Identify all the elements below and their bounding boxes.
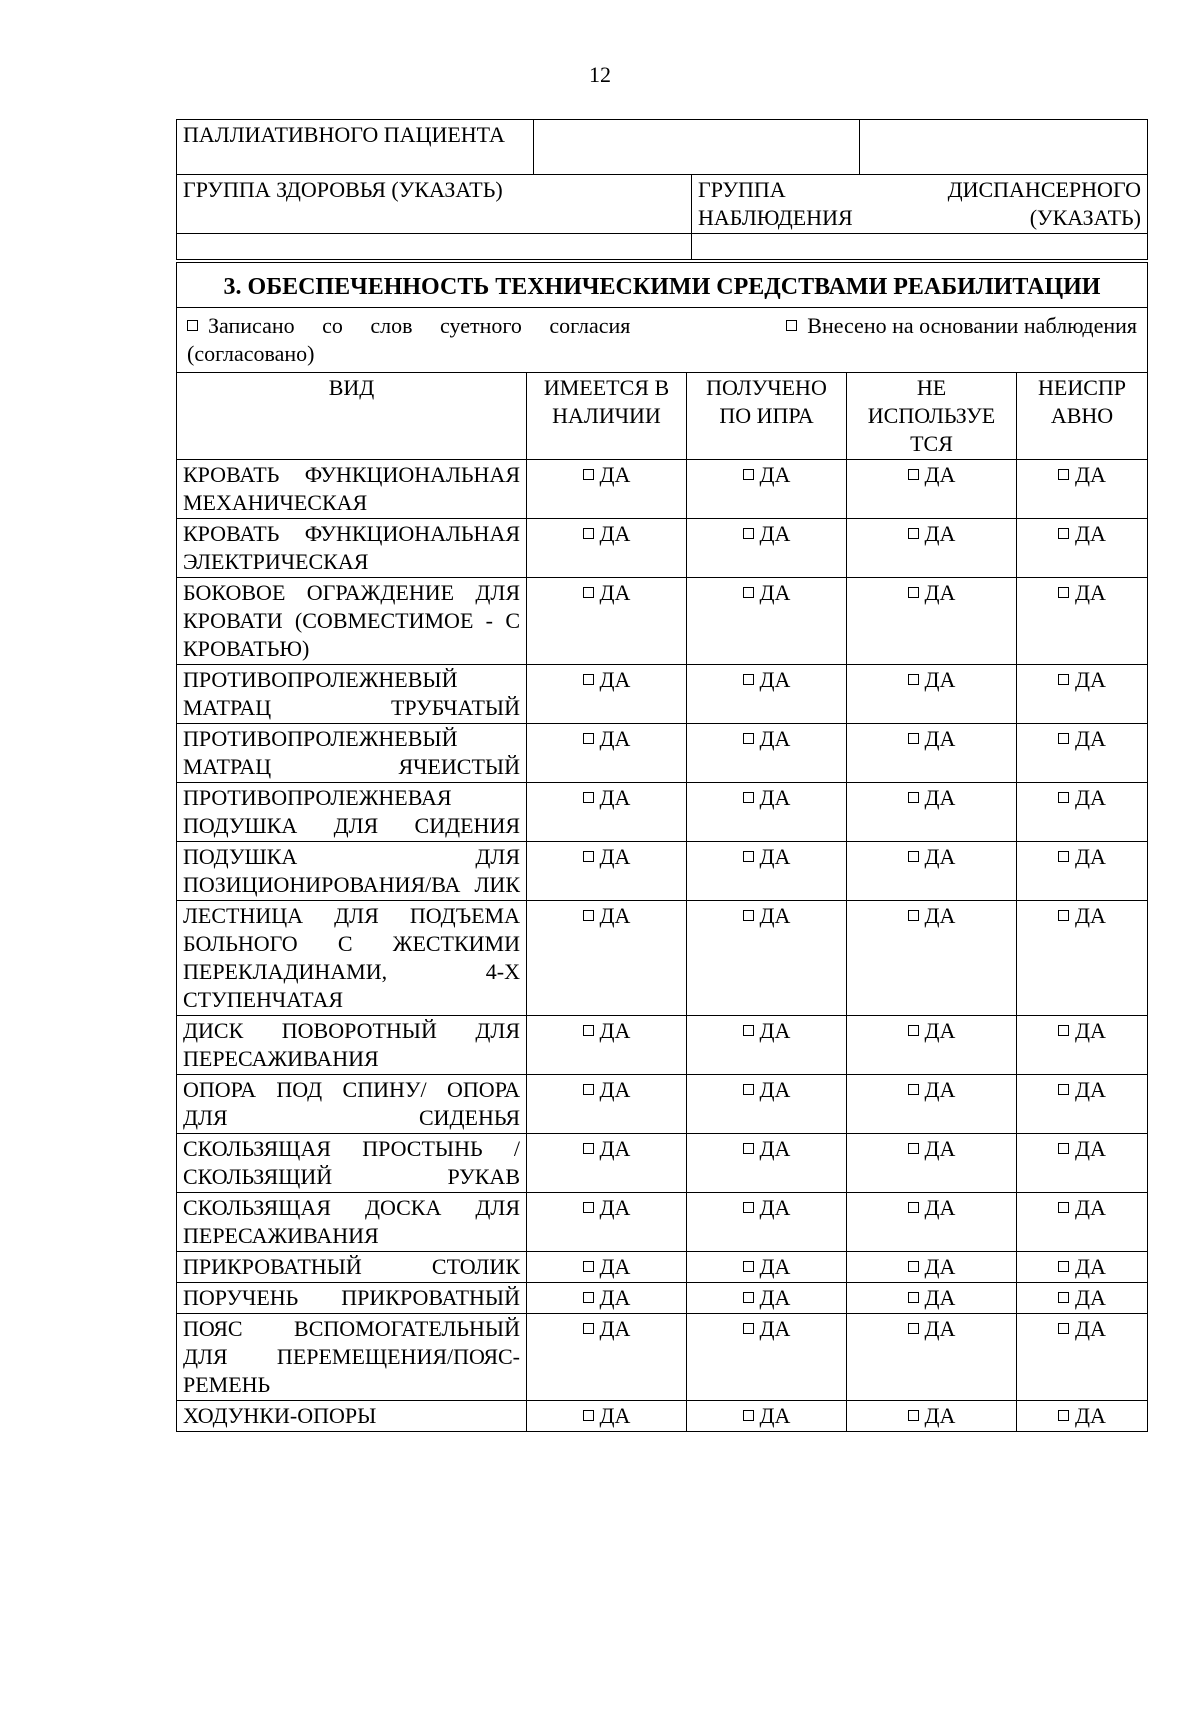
item-name: ПОРУЧЕНЬ ПРИКРОВАТНЫЙ xyxy=(177,1283,527,1314)
yes-option[interactable] xyxy=(527,901,687,1016)
yes-label: ДА xyxy=(599,1254,631,1279)
yes-label: ДА xyxy=(599,785,631,810)
yes-option[interactable] xyxy=(847,1075,1017,1134)
yes-option[interactable] xyxy=(687,1193,847,1252)
yes-option[interactable] xyxy=(527,1016,687,1075)
yes-option[interactable] xyxy=(527,842,687,901)
yes-label: ДА xyxy=(759,1195,791,1220)
checkbox-icon[interactable] xyxy=(786,320,797,331)
table-row xyxy=(177,578,1148,665)
checkbox-icon[interactable] xyxy=(583,1143,594,1154)
table-header xyxy=(177,373,1148,460)
yes-option[interactable] xyxy=(527,1283,687,1314)
checkbox-icon[interactable] xyxy=(908,1323,919,1334)
item-name: ПОЯС ВСПОМОГАТЕЛЬНЫЙ ДЛЯ ПЕРЕМЕЩЕНИЯ/ПОЯС-РЕМЕНЬ xyxy=(177,1314,527,1401)
checkbox-icon[interactable] xyxy=(908,1143,919,1154)
yes-label: ДА xyxy=(759,1077,791,1102)
checkbox-icon[interactable] xyxy=(1058,792,1069,803)
yes-option[interactable] xyxy=(1017,665,1148,724)
yes-option[interactable] xyxy=(527,1075,687,1134)
table-row xyxy=(177,460,1148,519)
yes-label: ДА xyxy=(1075,726,1106,751)
checkbox-icon[interactable] xyxy=(187,320,198,331)
column-header: ВИД xyxy=(177,373,527,460)
column-header: ИМЕЕТСЯ В НАЛИЧИИ xyxy=(527,373,687,460)
yes-option[interactable] xyxy=(1017,1193,1148,1252)
table-row xyxy=(177,665,1148,724)
table-row xyxy=(177,842,1148,901)
checkbox-icon[interactable] xyxy=(908,587,919,598)
yes-label: ДА xyxy=(1075,462,1106,487)
checkbox-icon[interactable] xyxy=(583,1261,594,1272)
yes-option[interactable] xyxy=(847,1283,1017,1314)
table-row xyxy=(177,1283,1148,1314)
checkbox-icon[interactable] xyxy=(908,1292,919,1303)
yes-option[interactable] xyxy=(1017,1134,1148,1193)
yes-label: ДА xyxy=(759,521,791,546)
yes-option[interactable] xyxy=(1017,1252,1148,1283)
yes-option[interactable] xyxy=(687,1016,847,1075)
checkbox-icon[interactable] xyxy=(743,1323,754,1334)
checkbox-icon[interactable] xyxy=(908,674,919,685)
yes-option[interactable] xyxy=(527,1314,687,1401)
yes-option[interactable] xyxy=(847,783,1017,842)
yes-label: ДА xyxy=(599,667,631,692)
checkbox-icon[interactable] xyxy=(1058,1292,1069,1303)
yes-option[interactable] xyxy=(687,1283,847,1314)
checkbox-icon[interactable] xyxy=(583,1292,594,1303)
item-name: СКОЛЬЗЯЩАЯ ДОСКА ДЛЯ ПЕРЕСАЖИВАНИЯ xyxy=(177,1193,527,1252)
rehab-means-table xyxy=(176,262,1148,1432)
yes-label: ДА xyxy=(1075,1077,1106,1102)
checkbox-icon[interactable] xyxy=(1058,1025,1069,1036)
yes-option[interactable] xyxy=(1017,578,1148,665)
yes-label: ДА xyxy=(924,1316,956,1341)
yes-option[interactable] xyxy=(847,901,1017,1016)
yes-label: ДА xyxy=(759,726,791,751)
checkbox-icon[interactable] xyxy=(743,1261,754,1272)
yes-label: ДА xyxy=(1075,1254,1106,1279)
checkbox-icon[interactable] xyxy=(908,733,919,744)
checkbox-icon[interactable] xyxy=(1058,1323,1069,1334)
yes-label: ДА xyxy=(1075,903,1106,928)
yes-label: ДА xyxy=(599,580,631,605)
yes-option[interactable] xyxy=(847,1314,1017,1401)
checkbox-icon[interactable] xyxy=(908,1202,919,1213)
yes-option[interactable] xyxy=(1017,1314,1148,1401)
checkbox-icon[interactable] xyxy=(1058,1410,1069,1421)
checkbox-icon[interactable] xyxy=(1058,1084,1069,1095)
yes-option[interactable] xyxy=(687,460,847,519)
checkbox-icon[interactable] xyxy=(1058,1261,1069,1272)
checkbox-icon[interactable] xyxy=(583,851,594,862)
yes-label: ДА xyxy=(924,785,956,810)
checkbox-icon[interactable] xyxy=(908,1025,919,1036)
yes-option[interactable] xyxy=(847,578,1017,665)
checkbox-icon[interactable] xyxy=(743,587,754,598)
yes-label: ДА xyxy=(924,462,956,487)
yes-label: ДА xyxy=(1075,1136,1106,1161)
yes-option[interactable] xyxy=(1017,724,1148,783)
yes-label: ДА xyxy=(759,1254,791,1279)
yes-label: ДА xyxy=(599,1018,631,1043)
column-header: ПОЛУЧЕНО ПО ИПРА xyxy=(687,373,847,460)
yes-label: ДА xyxy=(599,726,631,751)
yes-option[interactable] xyxy=(687,578,847,665)
yes-label: ДА xyxy=(924,1254,956,1279)
yes-label: ДА xyxy=(759,667,791,692)
yes-label: ДА xyxy=(924,1136,956,1161)
yes-label: ДА xyxy=(924,1285,956,1310)
table-row xyxy=(177,1016,1148,1075)
checkbox-icon[interactable] xyxy=(1058,674,1069,685)
section-title: 3. ОБЕСПЕЧЕННОСТЬ ТЕХНИЧЕСКИМИ СРЕДСТВАМИ РЕАБИЛИТАЦИИ xyxy=(177,263,1148,308)
item-name: СКОЛЬЗЯЩАЯ ПРОСТЫНЬ /СКОЛЬЗЯЩИЙ РУКАВ xyxy=(177,1134,527,1193)
yes-label: ДА xyxy=(759,844,791,869)
yes-option[interactable] xyxy=(847,460,1017,519)
yes-option[interactable] xyxy=(527,578,687,665)
column-header: НЕИСПР АВНО xyxy=(1017,373,1148,460)
checkbox-icon[interactable] xyxy=(908,1410,919,1421)
checkbox-icon[interactable] xyxy=(1058,733,1069,744)
column-header: НЕ ИСПОЛЬЗУЕ ТСЯ xyxy=(847,373,1017,460)
yes-option[interactable] xyxy=(527,783,687,842)
palliative-value-cell[interactable] xyxy=(534,120,860,175)
yes-label: ДА xyxy=(924,667,956,692)
yes-option[interactable] xyxy=(527,1134,687,1193)
yes-label: ДА xyxy=(759,580,791,605)
item-name: ПРОТИВОПРОЛЕЖНЕВЫЙ МАТРАЦ ТРУБЧАТЫЙ xyxy=(177,665,527,724)
yes-label: ДА xyxy=(599,1403,631,1428)
checkbox-icon[interactable] xyxy=(583,1410,594,1421)
checkbox-icon[interactable] xyxy=(583,910,594,921)
yes-label: ДА xyxy=(1075,1403,1106,1428)
yes-option[interactable] xyxy=(687,1134,847,1193)
checkbox-icon[interactable] xyxy=(908,1261,919,1272)
table-row xyxy=(177,1252,1148,1283)
checkbox-icon[interactable] xyxy=(583,587,594,598)
yes-option[interactable] xyxy=(847,1016,1017,1075)
yes-option[interactable] xyxy=(687,1401,847,1432)
option-verbal-consent[interactable] xyxy=(187,312,630,340)
yes-option[interactable] xyxy=(847,1193,1017,1252)
checkbox-icon[interactable] xyxy=(908,1084,919,1095)
checkbox-icon[interactable] xyxy=(583,469,594,480)
checkbox-icon[interactable] xyxy=(1058,1202,1069,1213)
yes-option[interactable] xyxy=(1017,1283,1148,1314)
yes-label: ДА xyxy=(599,844,631,869)
yes-label: ДА xyxy=(599,1285,631,1310)
yes-option[interactable] xyxy=(847,1252,1017,1283)
health-group-value-cell[interactable] xyxy=(177,234,692,260)
checkbox-icon[interactable] xyxy=(908,792,919,803)
yes-option[interactable] xyxy=(847,842,1017,901)
yes-label: ДА xyxy=(1075,844,1106,869)
checkbox-icon[interactable] xyxy=(908,469,919,480)
option-observation-label: Внесено на основании наблюдения xyxy=(807,313,1138,338)
table-row xyxy=(177,783,1148,842)
checkbox-icon[interactable] xyxy=(583,733,594,744)
checkbox-icon[interactable] xyxy=(743,1202,754,1213)
yes-option[interactable] xyxy=(1017,783,1148,842)
yes-option[interactable] xyxy=(847,1134,1017,1193)
yes-label: ДА xyxy=(759,462,791,487)
item-name: БОКОВОЕ ОГРАЖДЕНИЕ ДЛЯ КРОВАТИ (СОВМЕСТИМОЕ - С КРОВАТЬЮ) xyxy=(177,578,527,665)
yes-label: ДА xyxy=(924,521,956,546)
yes-option[interactable] xyxy=(687,842,847,901)
yes-label: ДА xyxy=(924,1018,956,1043)
checkbox-icon[interactable] xyxy=(743,1143,754,1154)
yes-label: ДА xyxy=(599,903,631,928)
checkbox-icon[interactable] xyxy=(743,528,754,539)
yes-label: ДА xyxy=(1075,1316,1106,1341)
table-row xyxy=(177,1193,1148,1252)
item-name: ПОДУШКА ДЛЯ ПОЗИЦИОНИРОВАНИЯ/ВА ЛИК xyxy=(177,842,527,901)
yes-option[interactable] xyxy=(1017,1016,1148,1075)
yes-option[interactable] xyxy=(687,519,847,578)
yes-label: ДА xyxy=(759,903,791,928)
yes-label: ДА xyxy=(924,726,956,751)
checkbox-icon[interactable] xyxy=(583,1323,594,1334)
yes-option[interactable] xyxy=(687,1314,847,1401)
option-observation[interactable] xyxy=(786,312,1137,340)
item-name: ДИСК ПОВОРОТНЫЙ ДЛЯ ПЕРЕСАЖИВАНИЯ xyxy=(177,1016,527,1075)
checkbox-icon[interactable] xyxy=(1058,528,1069,539)
item-name: ОПОРА ПОД СПИНУ/ ОПОРА ДЛЯ СИДЕНЬЯ xyxy=(177,1075,527,1134)
palliative-extra-cell[interactable] xyxy=(860,120,1148,175)
yes-label: ДА xyxy=(599,521,631,546)
yes-option[interactable] xyxy=(847,519,1017,578)
yes-option[interactable] xyxy=(1017,519,1148,578)
item-name: КРОВАТЬ ФУНКЦИОНАЛЬНАЯ ЭЛЕКТРИЧЕСКАЯ xyxy=(177,519,527,578)
yes-option[interactable] xyxy=(527,665,687,724)
yes-label: ДА xyxy=(599,1077,631,1102)
yes-label: ДА xyxy=(599,1195,631,1220)
palliative-label: ПАЛЛИАТИВНОГО ПАЦИЕНТА xyxy=(177,120,534,175)
yes-option[interactable] xyxy=(527,1193,687,1252)
yes-label: ДА xyxy=(1075,521,1106,546)
checkbox-icon[interactable] xyxy=(1058,851,1069,862)
yes-label: ДА xyxy=(599,1136,631,1161)
yes-option[interactable] xyxy=(527,1401,687,1432)
checkbox-icon[interactable] xyxy=(583,792,594,803)
yes-label: ДА xyxy=(759,1136,791,1161)
yes-label: ДА xyxy=(924,844,956,869)
table-row xyxy=(177,1134,1148,1193)
yes-option[interactable] xyxy=(847,724,1017,783)
item-name: ХОДУНКИ-ОПОРЫ xyxy=(177,1401,527,1432)
yes-label: ДА xyxy=(759,785,791,810)
yes-label: ДА xyxy=(924,580,956,605)
checkbox-icon[interactable] xyxy=(743,469,754,480)
checkbox-icon[interactable] xyxy=(1058,587,1069,598)
checkbox-icon[interactable] xyxy=(743,674,754,685)
yes-option[interactable] xyxy=(1017,1075,1148,1134)
yes-option[interactable] xyxy=(687,1075,847,1134)
checkbox-icon[interactable] xyxy=(743,1292,754,1303)
checkbox-icon[interactable] xyxy=(1058,1143,1069,1154)
checkbox-icon[interactable] xyxy=(583,674,594,685)
yes-label: ДА xyxy=(924,1077,956,1102)
yes-option[interactable] xyxy=(687,665,847,724)
checkbox-icon[interactable] xyxy=(908,910,919,921)
yes-option[interactable] xyxy=(527,519,687,578)
checkbox-icon[interactable] xyxy=(743,733,754,744)
checkbox-icon[interactable] xyxy=(583,1025,594,1036)
yes-label: ДА xyxy=(1075,785,1106,810)
table-row xyxy=(177,1314,1148,1401)
page-number: 12 xyxy=(589,62,611,87)
yes-option[interactable] xyxy=(687,724,847,783)
yes-label: ДА xyxy=(1075,1285,1106,1310)
health-group-label: ГРУППА ЗДОРОВЬЯ (УКАЗАТЬ) xyxy=(177,175,692,234)
yes-label: ДА xyxy=(924,1195,956,1220)
checkbox-icon[interactable] xyxy=(743,792,754,803)
yes-option[interactable] xyxy=(1017,460,1148,519)
checkbox-icon[interactable] xyxy=(743,1084,754,1095)
option-verbal-consent-label: Записано со слов суетного согласия xyxy=(208,313,631,338)
checkbox-icon[interactable] xyxy=(1058,910,1069,921)
yes-label: ДА xyxy=(1075,1195,1106,1220)
yes-label: ДА xyxy=(599,1316,631,1341)
item-name: ПРОТИВОПРОЛЕЖНЕВЫЙ МАТРАЦ ЯЧЕИСТЫЙ xyxy=(177,724,527,783)
yes-option[interactable] xyxy=(687,783,847,842)
item-name: ПРОТИВОПРОЛЕЖНЕВАЯ ПОДУШКА ДЛЯ СИДЕНИЯ xyxy=(177,783,527,842)
yes-option[interactable] xyxy=(847,665,1017,724)
yes-label: ДА xyxy=(759,1316,791,1341)
yes-label: ДА xyxy=(759,1403,791,1428)
checkbox-icon[interactable] xyxy=(908,851,919,862)
yes-label: ДА xyxy=(759,1018,791,1043)
yes-label: ДА xyxy=(1075,1018,1106,1043)
table-row xyxy=(177,724,1148,783)
item-name: ЛЕСТНИЦА ДЛЯ ПОДЪЕМА БОЛЬНОГО С ЖЕСТКИМИ ПЕРЕКЛАДИНАМИ, 4-Х СТУПЕНЧАТАЯ xyxy=(177,901,527,1016)
yes-option[interactable] xyxy=(527,1252,687,1283)
yes-label: ДА xyxy=(1075,580,1106,605)
checkbox-icon[interactable] xyxy=(743,1025,754,1036)
consent-options xyxy=(177,308,1148,373)
checkbox-icon[interactable] xyxy=(583,1202,594,1213)
yes-option[interactable] xyxy=(687,901,847,1016)
item-name: КРОВАТЬ ФУНКЦИОНАЛЬНАЯ МЕХАНИЧЕСКАЯ xyxy=(177,460,527,519)
dispensary-group-value-cell[interactable] xyxy=(692,234,1148,260)
table-row xyxy=(177,901,1148,1016)
table-row xyxy=(177,519,1148,578)
yes-label: ДА xyxy=(599,462,631,487)
yes-option[interactable] xyxy=(847,1401,1017,1432)
yes-option[interactable] xyxy=(527,460,687,519)
checkbox-icon[interactable] xyxy=(583,528,594,539)
yes-option[interactable] xyxy=(687,1252,847,1283)
table-row xyxy=(177,1075,1148,1134)
checkbox-icon[interactable] xyxy=(743,851,754,862)
yes-option[interactable] xyxy=(1017,901,1148,1016)
checkbox-icon[interactable] xyxy=(1058,469,1069,480)
yes-label: ДА xyxy=(759,1285,791,1310)
yes-option[interactable] xyxy=(527,724,687,783)
yes-label: ДА xyxy=(1075,667,1106,692)
patient-info-table xyxy=(176,119,1148,260)
yes-label: ДА xyxy=(924,903,956,928)
item-name: ПРИКРОВАТНЫЙ СТОЛИК xyxy=(177,1252,527,1283)
checkbox-icon[interactable] xyxy=(583,1084,594,1095)
yes-option[interactable] xyxy=(1017,1401,1148,1432)
yes-label: ДА xyxy=(924,1403,956,1428)
dispensary-group-label: ГРУППА ДИСПАНСЕРНОГО НАБЛЮДЕНИЯ (УКАЗАТЬ) xyxy=(692,175,1148,234)
checkbox-icon[interactable] xyxy=(908,528,919,539)
yes-option[interactable] xyxy=(1017,842,1148,901)
option-verbal-consent-cont: (согласовано) xyxy=(187,341,315,366)
table-row xyxy=(177,1401,1148,1432)
checkbox-icon[interactable] xyxy=(743,1410,754,1421)
checkbox-icon[interactable] xyxy=(743,910,754,921)
